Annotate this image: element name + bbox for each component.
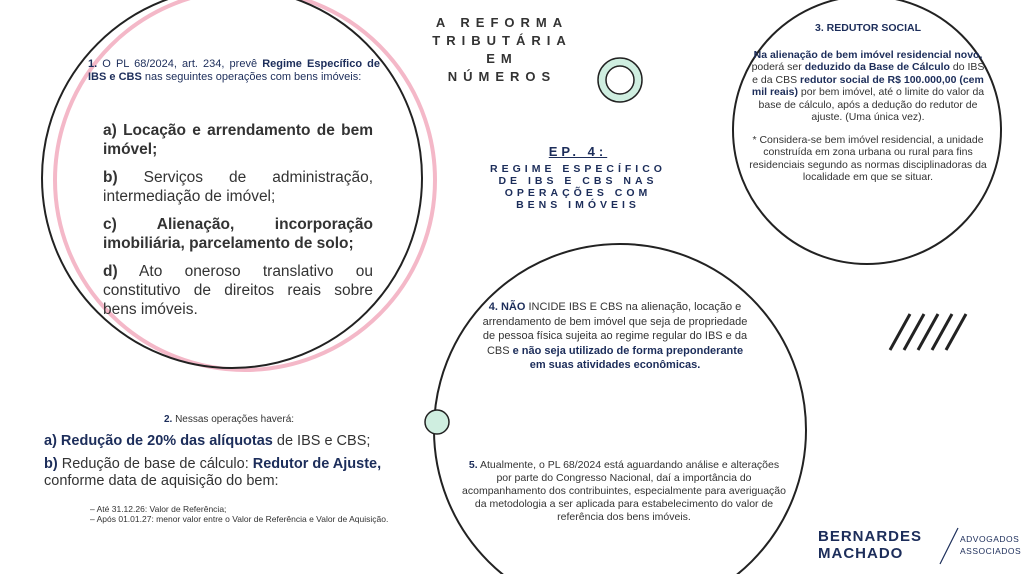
- s2-bold: Redução de 20% das alíquotas: [56, 433, 273, 449]
- list-item: [103, 121, 373, 159]
- title-line-1: A REFORMA: [435, 15, 569, 30]
- section1-number: 1.: [88, 58, 98, 70]
- logo-firm: [960, 533, 1021, 557]
- episode-subtitle-line: REGIME ESPECÍFICO: [490, 163, 666, 175]
- section2-notes: [90, 504, 408, 524]
- logo-name-line: MACHADO: [818, 545, 904, 562]
- logo-firm-line: ADVOGADOS: [960, 534, 1020, 544]
- item-text: Locação e arrendamento de bem imóvel;: [103, 122, 373, 158]
- section2-operacoes: [44, 414, 414, 524]
- firm-logo: [818, 524, 1024, 570]
- s3-bold: deduzido da Base de Cálculo: [804, 61, 950, 73]
- episode-number: EP. 4:: [548, 144, 608, 159]
- s2-letter: b): [44, 456, 58, 472]
- s3-text: do IBS e da CBS: [752, 61, 985, 86]
- episode-subtitle-line: DE IBS E CBS NAS: [498, 175, 658, 187]
- logo-firm-line: ASSOCIADOS: [960, 546, 1022, 556]
- logo-name-line: BERNARDES: [818, 528, 923, 545]
- s5-text: Atualmente, o PL 68/2024 está aguardando análise e alterações por parte do Congresso Nacional, daí a importância do acompanhamento dos contribuintes, especialmente para averiguação da metodologia a ser aplicada para estabelecimento do valor de referência dos bens imóveis.: [462, 459, 786, 523]
- s4-text: INCIDE IBS E CBS na alienação, locação e arrendamento de bem imóvel que seja de propriedade de pessoa física sujeita ao regime regular do IBS e da CBS: [482, 301, 748, 357]
- section3-title: 3. REDUTOR SOCIAL: [815, 22, 921, 34]
- section1-list: [103, 121, 373, 328]
- note-line: – Até 31.12.26: Valor de Referência;: [90, 504, 227, 514]
- s2-text: conforme data de aquisição do bem:: [44, 473, 279, 489]
- item-letter: d): [103, 263, 118, 280]
- s2-letter: a): [44, 433, 57, 449]
- episode-subtitle-line: OPERAÇÕES COM: [504, 187, 652, 199]
- section2-intro: [44, 414, 414, 425]
- slash-marks-icon: [890, 314, 966, 350]
- list-item: [103, 262, 373, 319]
- section4-nao-incide: [480, 300, 750, 373]
- section1-intro-text-end: nas seguintes operações com bens imóveis:: [141, 71, 362, 83]
- section5-atualmente: [462, 459, 786, 524]
- section3-note: * Considera-se bem imóvel residencial, a unidade construída em zona urbana ou rural para fins residenciais segundo as normas disciplinadoras da localidade em que se situar.: [749, 133, 987, 183]
- episode-heading: [478, 144, 678, 211]
- section1-intro: [88, 58, 380, 84]
- item-text: Alienação, incorporação imobiliária, parcelamento de solo;: [103, 216, 373, 252]
- episode-subtitle-line: BENS IMÓVEIS: [516, 199, 640, 211]
- section3-paragraph: [748, 49, 988, 124]
- s2-intro-text: Nessas operações haverá:: [172, 414, 295, 425]
- note-line: – Após 01.01.27: menor valor entre o Valor de Referência e Valor de Aquisição.: [90, 514, 389, 524]
- s4-bold: 4. NÃO: [488, 301, 526, 313]
- s2-text: de IBS e CBS;: [272, 433, 371, 449]
- item-text: Ato oneroso translativo ou constitutivo de direitos reais sobre bens imóveis.: [103, 263, 373, 318]
- s5-number: 5.: [468, 459, 478, 471]
- s3-bold: Na alienação de bem imóvel residencial novo,: [753, 48, 983, 61]
- section3-redutor-social: [748, 22, 988, 194]
- section2-item-b: [44, 456, 414, 490]
- section2-item-a: [44, 433, 414, 450]
- s4-bold-end: e não seja utilizado de forma preponderante em suas atividades econômicas.: [512, 344, 744, 371]
- list-item: [103, 215, 373, 253]
- section4-circle: [434, 244, 806, 574]
- title-line-3: EM NÚMEROS: [447, 51, 557, 84]
- item-letter: c): [103, 216, 117, 233]
- page-title: [432, 14, 572, 86]
- s2-number: 2.: [163, 414, 173, 425]
- logo-name: [818, 528, 922, 562]
- mint-dot-icon: [425, 410, 449, 434]
- item-letter: a): [103, 122, 117, 139]
- s2-bold: Redutor de Ajuste,: [252, 456, 382, 472]
- s3-text: poderá ser: [751, 61, 805, 73]
- section1-intro-text: O PL 68/2024, art. 234, prevê: [97, 58, 263, 70]
- s3-text: por bem imóvel, até o limite do valor da base de cálculo, após a dedução do redutor de ajuste. (Uma única vez).: [758, 86, 985, 123]
- item-text: Serviços de administração, intermediação de imóvel;: [103, 169, 373, 205]
- s3-bold: redutor social de R$ 100.000,00 (cem mil reais): [751, 73, 984, 98]
- logo-slash-icon: [938, 526, 960, 566]
- list-item: [103, 168, 373, 206]
- s2-text: Redução de base de cálculo:: [57, 456, 253, 472]
- episode-subtitle: [478, 163, 678, 211]
- title-line-2: TRIBUTÁRIA: [432, 33, 572, 48]
- section1-intro-bold: Regime Específico de IBS e CBS: [88, 58, 380, 83]
- item-letter: b): [103, 169, 118, 186]
